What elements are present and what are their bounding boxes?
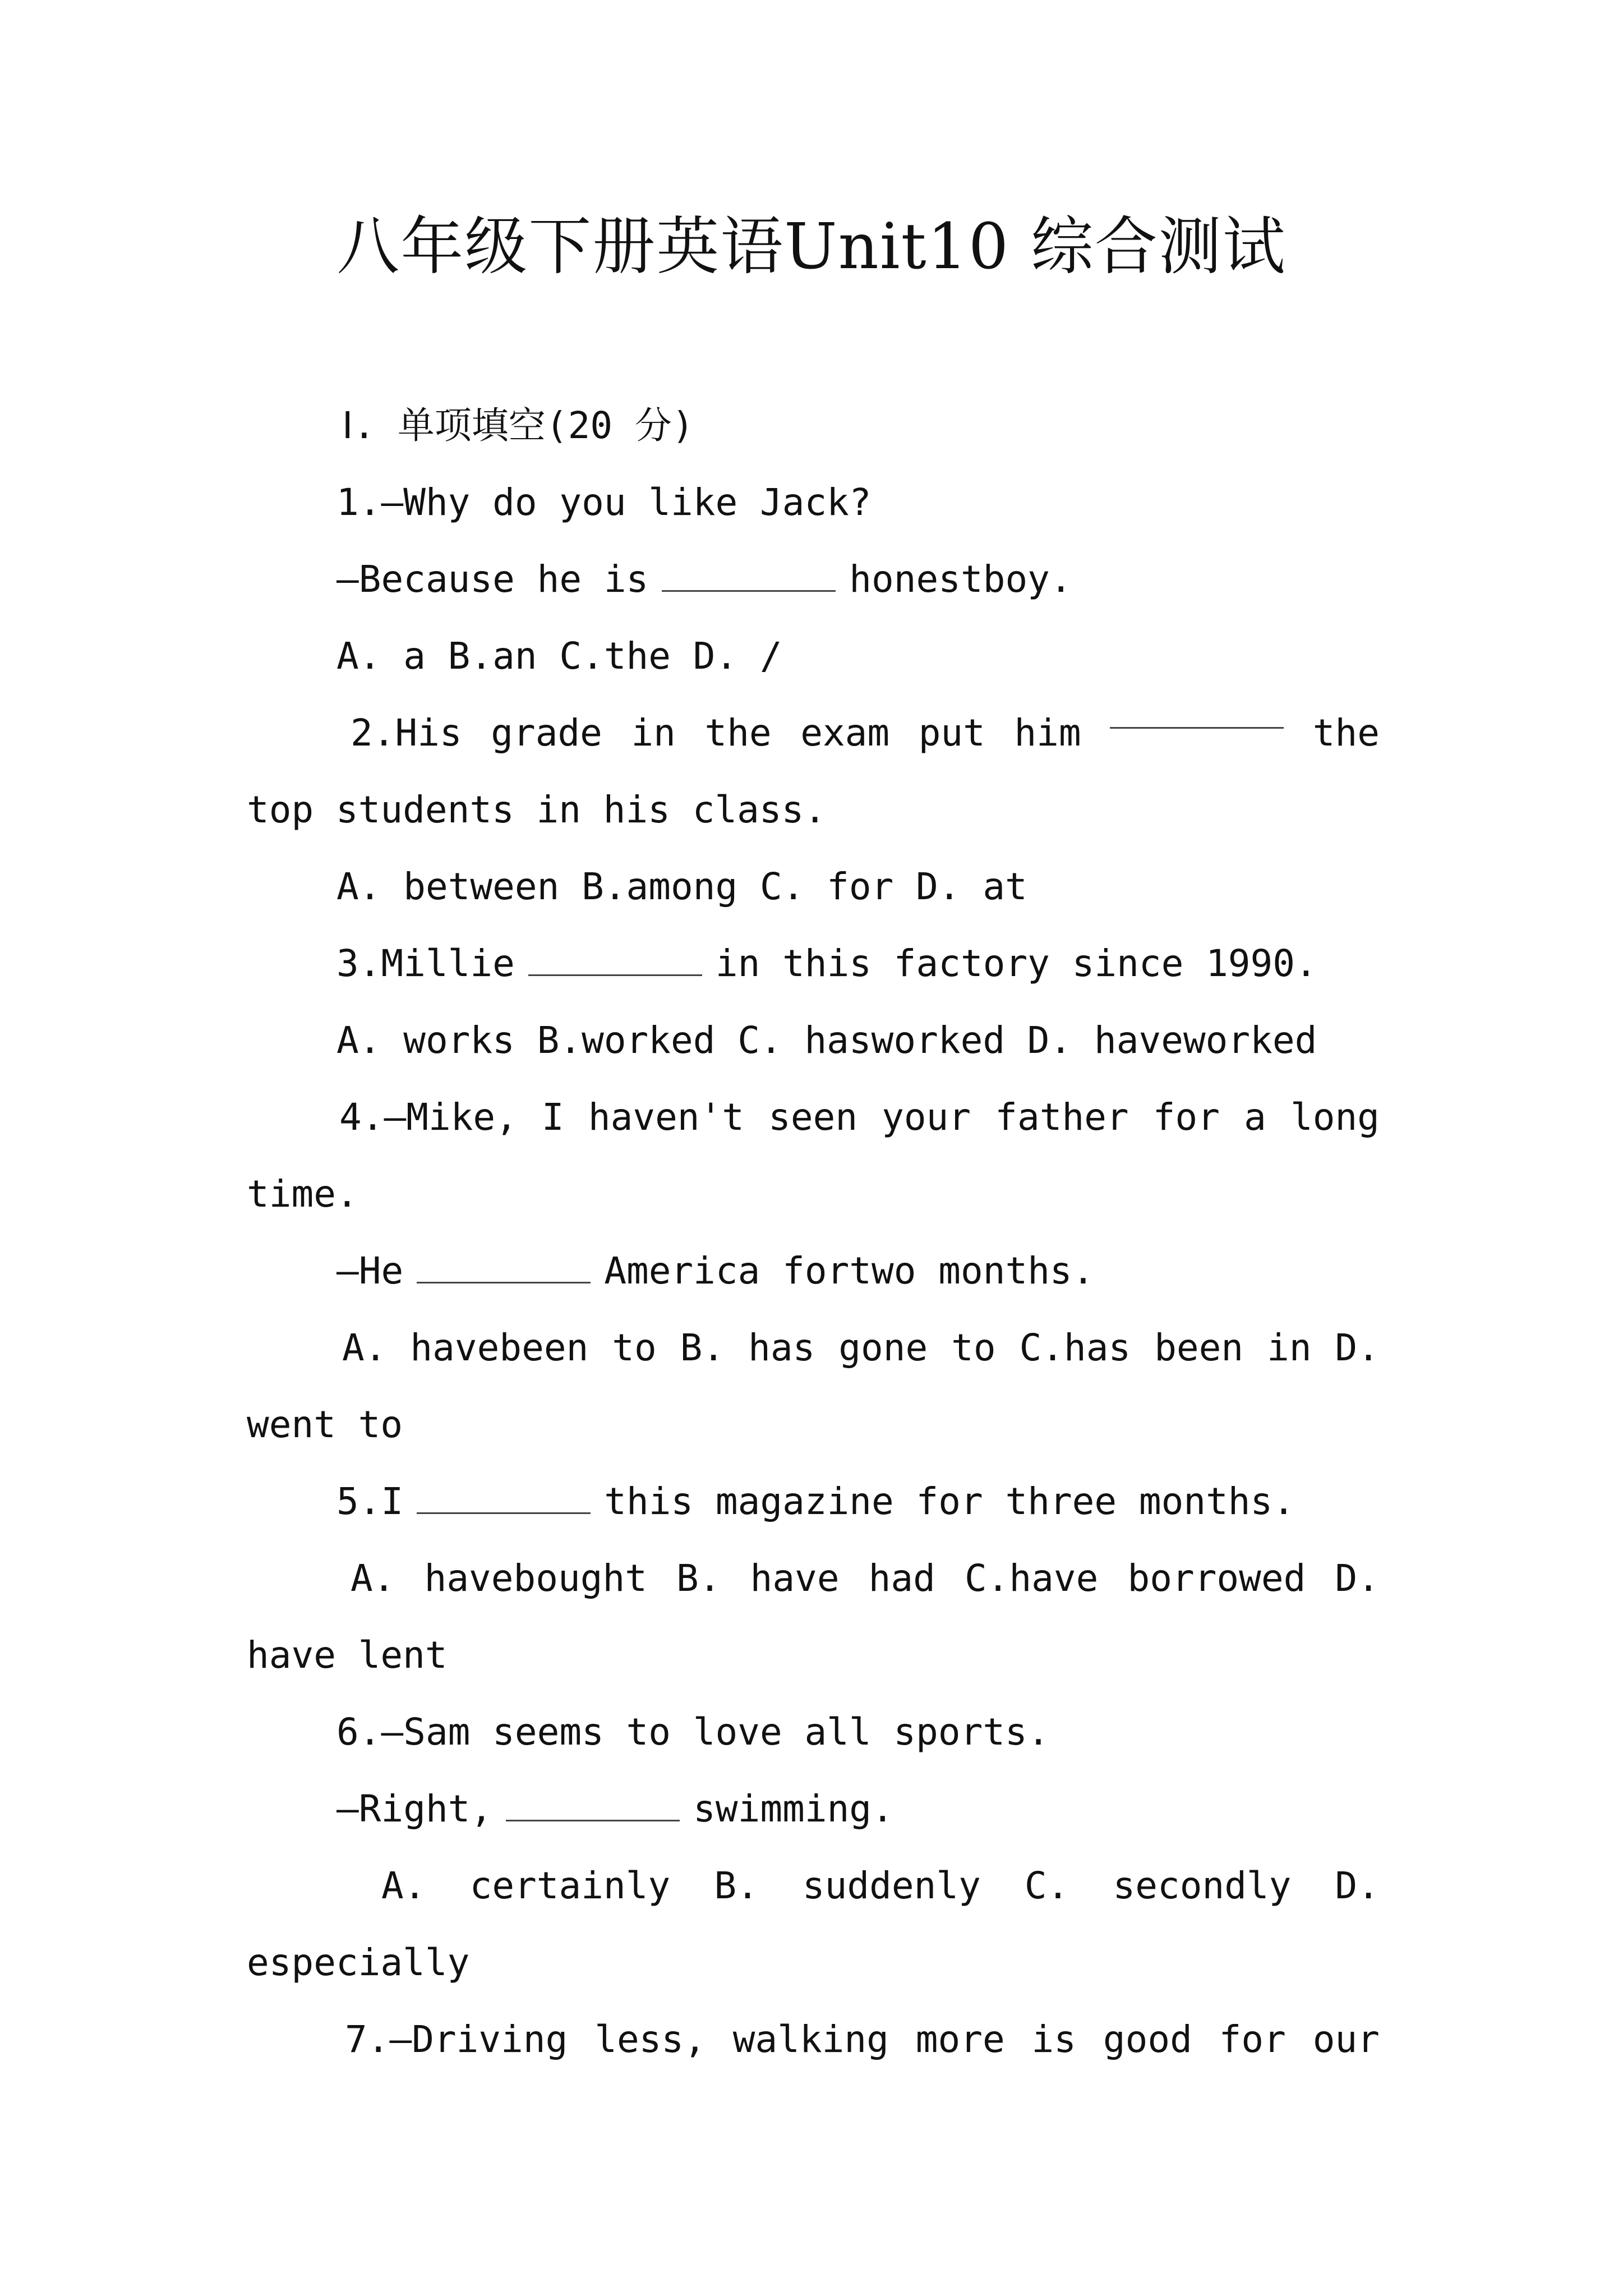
- question-6-line2: [247, 1770, 1380, 1847]
- word: in: [1267, 1326, 1312, 1369]
- question-5-stem: [247, 1463, 1380, 1540]
- word: in: [631, 711, 676, 754]
- question-1-stem: 1.—Why do you like Jack?: [336, 481, 872, 524]
- word: less,: [594, 2018, 706, 2061]
- word: to: [612, 1326, 657, 1369]
- word: certainly: [469, 1864, 671, 1907]
- word: have: [750, 1557, 840, 1600]
- question-7-stem: [247, 2001, 1380, 2078]
- question-3-text-b: in this factory since 1990.: [715, 942, 1317, 985]
- word: D.: [1335, 1557, 1380, 1600]
- word: been: [1154, 1326, 1244, 1369]
- word: father: [995, 1096, 1129, 1139]
- word: 4.—Mike,: [339, 1096, 518, 1139]
- question-4-options: [247, 1309, 1380, 1386]
- word: B.: [676, 1557, 721, 1600]
- word: D.: [1335, 1326, 1380, 1369]
- word: seen: [768, 1096, 858, 1139]
- word: gone: [838, 1326, 928, 1369]
- word: haven't: [588, 1096, 745, 1139]
- word: is: [1031, 2018, 1077, 2061]
- question-2-options: A. between B.among C. for D. at: [336, 865, 1027, 908]
- question-4-continuation: time.: [247, 1172, 358, 1216]
- word: walking: [732, 2018, 889, 2061]
- answer-blank: [417, 1249, 591, 1283]
- question-6-options-continuation: especially: [247, 1941, 470, 1984]
- question-1-text-a: —Because he is: [336, 558, 649, 601]
- word: had: [868, 1557, 935, 1600]
- word: borrowed: [1127, 1557, 1306, 1600]
- word: for: [1152, 1096, 1220, 1139]
- word: has: [748, 1326, 815, 1369]
- word: A.: [351, 1557, 395, 1600]
- question-4-options-continuation: went to: [247, 1403, 403, 1446]
- section-heading: Ⅰ. 单项填空(20 分): [342, 404, 694, 447]
- word: C.has: [1019, 1326, 1131, 1369]
- word: D.: [1335, 1864, 1380, 1907]
- word: secondly: [1113, 1864, 1292, 1907]
- word: more: [915, 2018, 1005, 2061]
- answer-blank: [506, 1787, 680, 1821]
- question-3-options: A. works B.worked C. hasworked D. haveworked: [336, 1019, 1317, 1062]
- word: B.: [714, 1864, 759, 1907]
- question-3-stem: [247, 925, 1380, 1002]
- question-1-line2: [247, 541, 1380, 618]
- word: a: [1244, 1096, 1266, 1139]
- word: long: [1290, 1096, 1380, 1139]
- word: suddenly: [802, 1864, 981, 1907]
- question-1-text-b: honestboy.: [849, 558, 1072, 601]
- word: for: [1219, 2018, 1286, 2061]
- answer-blank: [662, 558, 836, 592]
- question-6-stem: 6.—Sam seems to love all sports.: [336, 1710, 1050, 1754]
- question-4-line2: [247, 1232, 1380, 1309]
- word: your: [882, 1096, 971, 1139]
- word: A.: [342, 1326, 387, 1369]
- question-5-options: [247, 1540, 1380, 1617]
- page-title: 八年级下册英语Unit10 综合测试: [336, 210, 1287, 283]
- word: C.: [1024, 1864, 1069, 1907]
- word: the: [704, 711, 772, 754]
- word: I: [542, 1096, 564, 1139]
- question-3-text-a: 3.Millie: [336, 942, 515, 985]
- word: 7.—Driving: [345, 2018, 568, 2061]
- answer-blank: [417, 1480, 591, 1514]
- word: put: [918, 711, 985, 754]
- word: grade: [491, 711, 602, 754]
- question-1-options: A. a B.an C.the D. /: [336, 634, 782, 678]
- question-2-stem: [247, 694, 1380, 771]
- word: our: [1312, 2018, 1380, 2061]
- question-5-options-continuation: have lent: [247, 1634, 448, 1677]
- question-5-text-a: 5.I: [336, 1480, 404, 1523]
- word: exam: [800, 711, 890, 754]
- question-4-text-a: —He: [336, 1249, 404, 1292]
- word: B.: [680, 1326, 725, 1369]
- word: the: [1312, 711, 1380, 754]
- word: A.: [381, 1864, 426, 1907]
- word: C.have: [964, 1557, 1099, 1600]
- question-4-stem: [247, 1079, 1380, 1156]
- word: havebeen: [410, 1326, 589, 1369]
- word: to: [951, 1326, 996, 1369]
- answer-blank: [1110, 694, 1284, 729]
- answer-blank: [528, 942, 702, 976]
- question-2-continuation: top students in his class.: [247, 788, 827, 831]
- word: him: [1014, 711, 1081, 754]
- word: good: [1103, 2018, 1192, 2061]
- word: havebought: [424, 1557, 647, 1600]
- question-6-options: [247, 1847, 1380, 1924]
- question-4-text-b: America fortwo months.: [604, 1249, 1095, 1292]
- word: 2.His: [351, 711, 462, 754]
- question-5-text-b: this magazine for three months.: [604, 1480, 1295, 1523]
- question-6-text-a: —Right,: [336, 1787, 493, 1830]
- document-body: [247, 387, 1380, 2078]
- question-6-text-b: swimming.: [693, 1787, 894, 1830]
